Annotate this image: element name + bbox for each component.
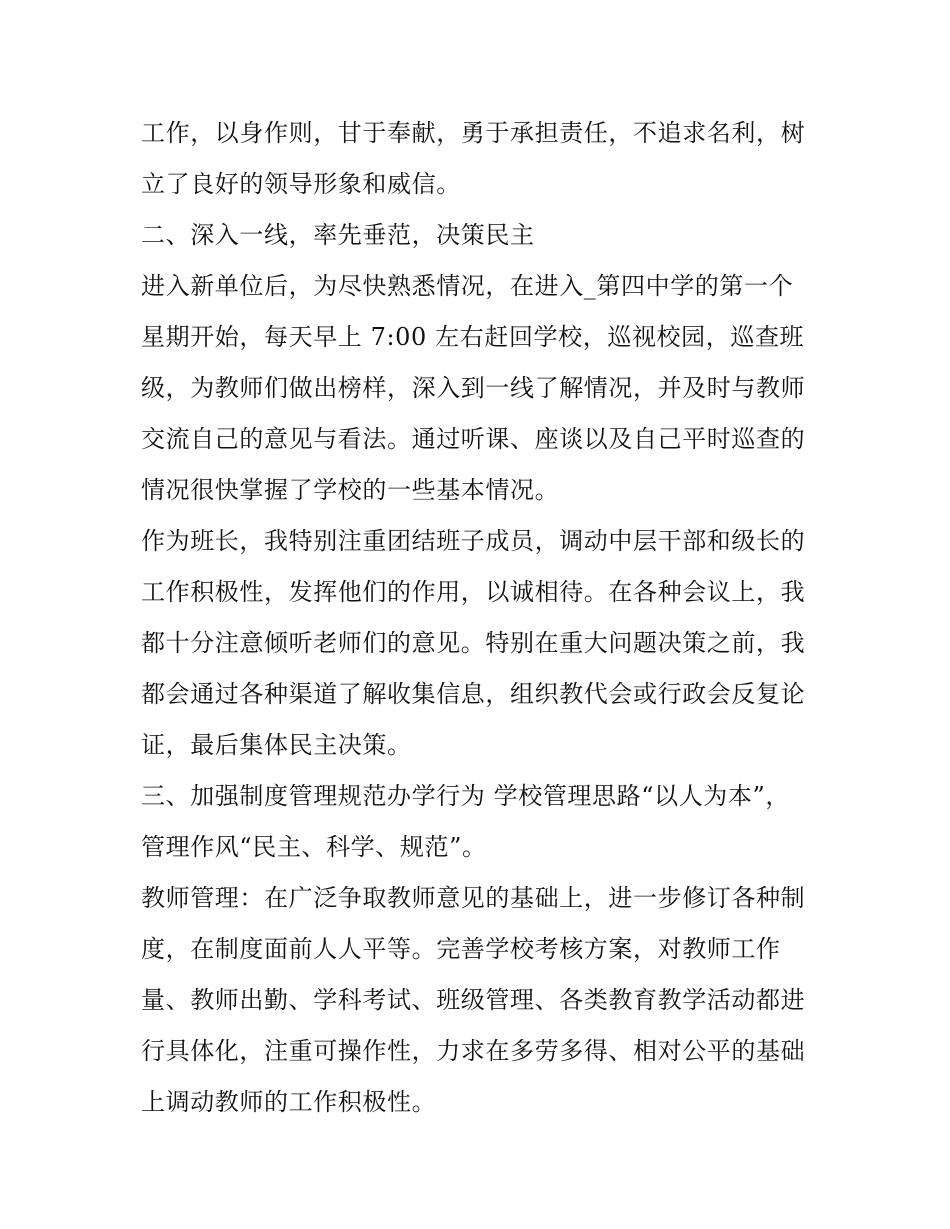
document-body <box>141 108 816 1128</box>
text-line: 交流自己的意见与看法。通过听课、座谈以及自己平时巡查的 <box>141 425 806 453</box>
section-heading: 二、深入一线，率先垂范，决策民主 <box>141 221 535 249</box>
text-line: 立了良好的领导形象和威信。 <box>141 170 461 198</box>
text-line: 工作，以身作则，甘于奉献，勇于承担责任，不追求名利，树 <box>141 119 806 147</box>
text-line: 行具体化，注重可操作性，力求在多劳多得、相对公平的基础 <box>141 1037 806 1065</box>
text-line: 教师管理：在广泛争取教师意见的基础上，进一步修订各种制 <box>141 884 806 912</box>
text-line: 都十分注意倾听老师们的意见。特别在重大问题决策之前，我 <box>141 629 806 657</box>
text-line: 管理作风“民主、科学、规范”。 <box>141 833 487 861</box>
text-line: 度，在制度面前人人平等。完善学校考核方案，对教师工作 <box>141 935 781 963</box>
text-line: 级，为教师们做出榜样，深入到一线了解情况，并及时与教师 <box>141 374 806 402</box>
text-line: 证，最后集体民主决策。 <box>141 731 412 759</box>
text-line: 情况很快掌握了学校的一些基本情况。 <box>141 476 560 504</box>
text-line: 都会通过各种渠道了解收集信息，组织教代会或行政会反复论 <box>141 680 806 708</box>
text-line: 工作积极性，发挥他们的作用，以诚相待。在各种会议上，我 <box>141 578 806 606</box>
text-line: 星期开始，每天早上 7:00 左右赶回学校，巡视校园，巡查班 <box>141 323 805 351</box>
text-line: 上调动教师的工作积极性。 <box>141 1088 437 1116</box>
text-line: 量、教师出勤、学科考试、班级管理、各类教育教学活动都进 <box>141 986 806 1014</box>
text-line: 作为班长，我特别注重团结班子成员，调动中层干部和级长的 <box>141 527 806 555</box>
text-line: 进入新单位后，为尽快熟悉情况，在进入_第四中学的第一个 <box>141 272 794 300</box>
section-heading: 三、加强制度管理规范办学行为 学校管理思路“以人为本”， <box>141 782 790 810</box>
